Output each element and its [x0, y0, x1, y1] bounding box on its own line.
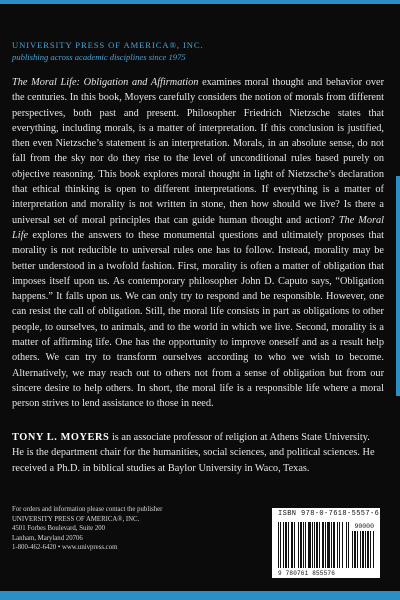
description-text-1: examines moral thought and behavior over the centuries. In this book, Moyers carefully considers the notion of morals from different perspectives, both past and present. Philosopher Friedrich Nietzsche states that everything, including morals, is a matter of interpretation. If this conclusion is justified, then even Nietzsche’s statement is an interpretation. Morals, in an absolute sense, do not fall from the sky nor do they rise to the level of unconditional rules based purely on objective reasoning. This book explores moral thought in light of Nietzsche’s declaration that ethical thinking is open to different interpretations. If everything is a matter of interpretation and morality is not written in stone, then how should we live? Is there a universal set of moral principles that can guide human thought and action?	[12, 77, 385, 226]
contact-line-4: Lanham, Maryland 20706	[12, 534, 83, 542]
barcode-bars	[278, 522, 350, 568]
book-title-short: The Moral Life	[12, 214, 384, 241]
bottom-accent-strip	[0, 591, 400, 600]
right-accent-strip	[396, 176, 400, 396]
isbn-label: ISBN 978-0-7618-5557-6	[278, 510, 380, 518]
author-bio-text: is an associate professor of religion at Athens State University. He is the department chair for the humanities, social sciences, and political sciences. He received a Ph.D. in biblical studies at Baylor University in Waco, Texas.	[12, 432, 375, 474]
description-text-2: explores the answers to these monumental questions and ultimately proposes that morality is not reducible to universal rules one has to follow. Instead, morality may be better understood in a twofold fashion. First, morality is often a matter of obligation that imposes itself upon us. As contemporary philosopher John D. Caputo says, “Obligation happens.” It falls upon us. We can only try to respond and be responsible. However, one can resist the call of obligation. Still, the moral life consists in part as obligations to other people, to ourselves, to animals, and to the world in which we live. Second, morality is a matter of affirming life. One has the opportunity to improve oneself and as a result help others. We can try to transform ourselves according to who we wish to become. Alternatively, we may reach out to others not from a sense of obligation but from our sincere desire to help others. In short, the moral life is a responsible life where a moral person strives to lend assistance to those in need.	[12, 229, 384, 410]
barcode-addon-bars	[352, 531, 374, 568]
book-title: The Moral Life: Obligation and Affirmation	[12, 77, 199, 88]
top-accent-strip	[0, 0, 400, 4]
author-bio	[12, 430, 384, 476]
publisher-contact-info	[12, 505, 202, 553]
barcode-digits: 9 780761 855576	[278, 570, 336, 577]
book-description	[12, 75, 384, 412]
author-name: TONY L. MOYERS	[12, 432, 110, 443]
contact-line-5: 1-800-462-6420 • www.univpress.com	[12, 544, 118, 552]
contact-line-3: 4501 Forbes Boulevard, Suite 200	[12, 525, 106, 533]
publisher-name: UNIVERSITY PRESS OF AMERICA®, INC.	[12, 40, 204, 50]
publisher-tagline: publishing across academic disciplines since 1975	[12, 52, 186, 62]
isbn-barcode	[272, 508, 380, 578]
price-code: 90000	[354, 523, 374, 530]
contact-line-1: For orders and information please contact the publisher	[12, 506, 163, 513]
description-paragraph	[12, 75, 384, 412]
contact-line-2: UNIVERSITY PRESS OF AMERICA®, INC.	[12, 515, 140, 523]
publisher-header	[12, 40, 382, 62]
